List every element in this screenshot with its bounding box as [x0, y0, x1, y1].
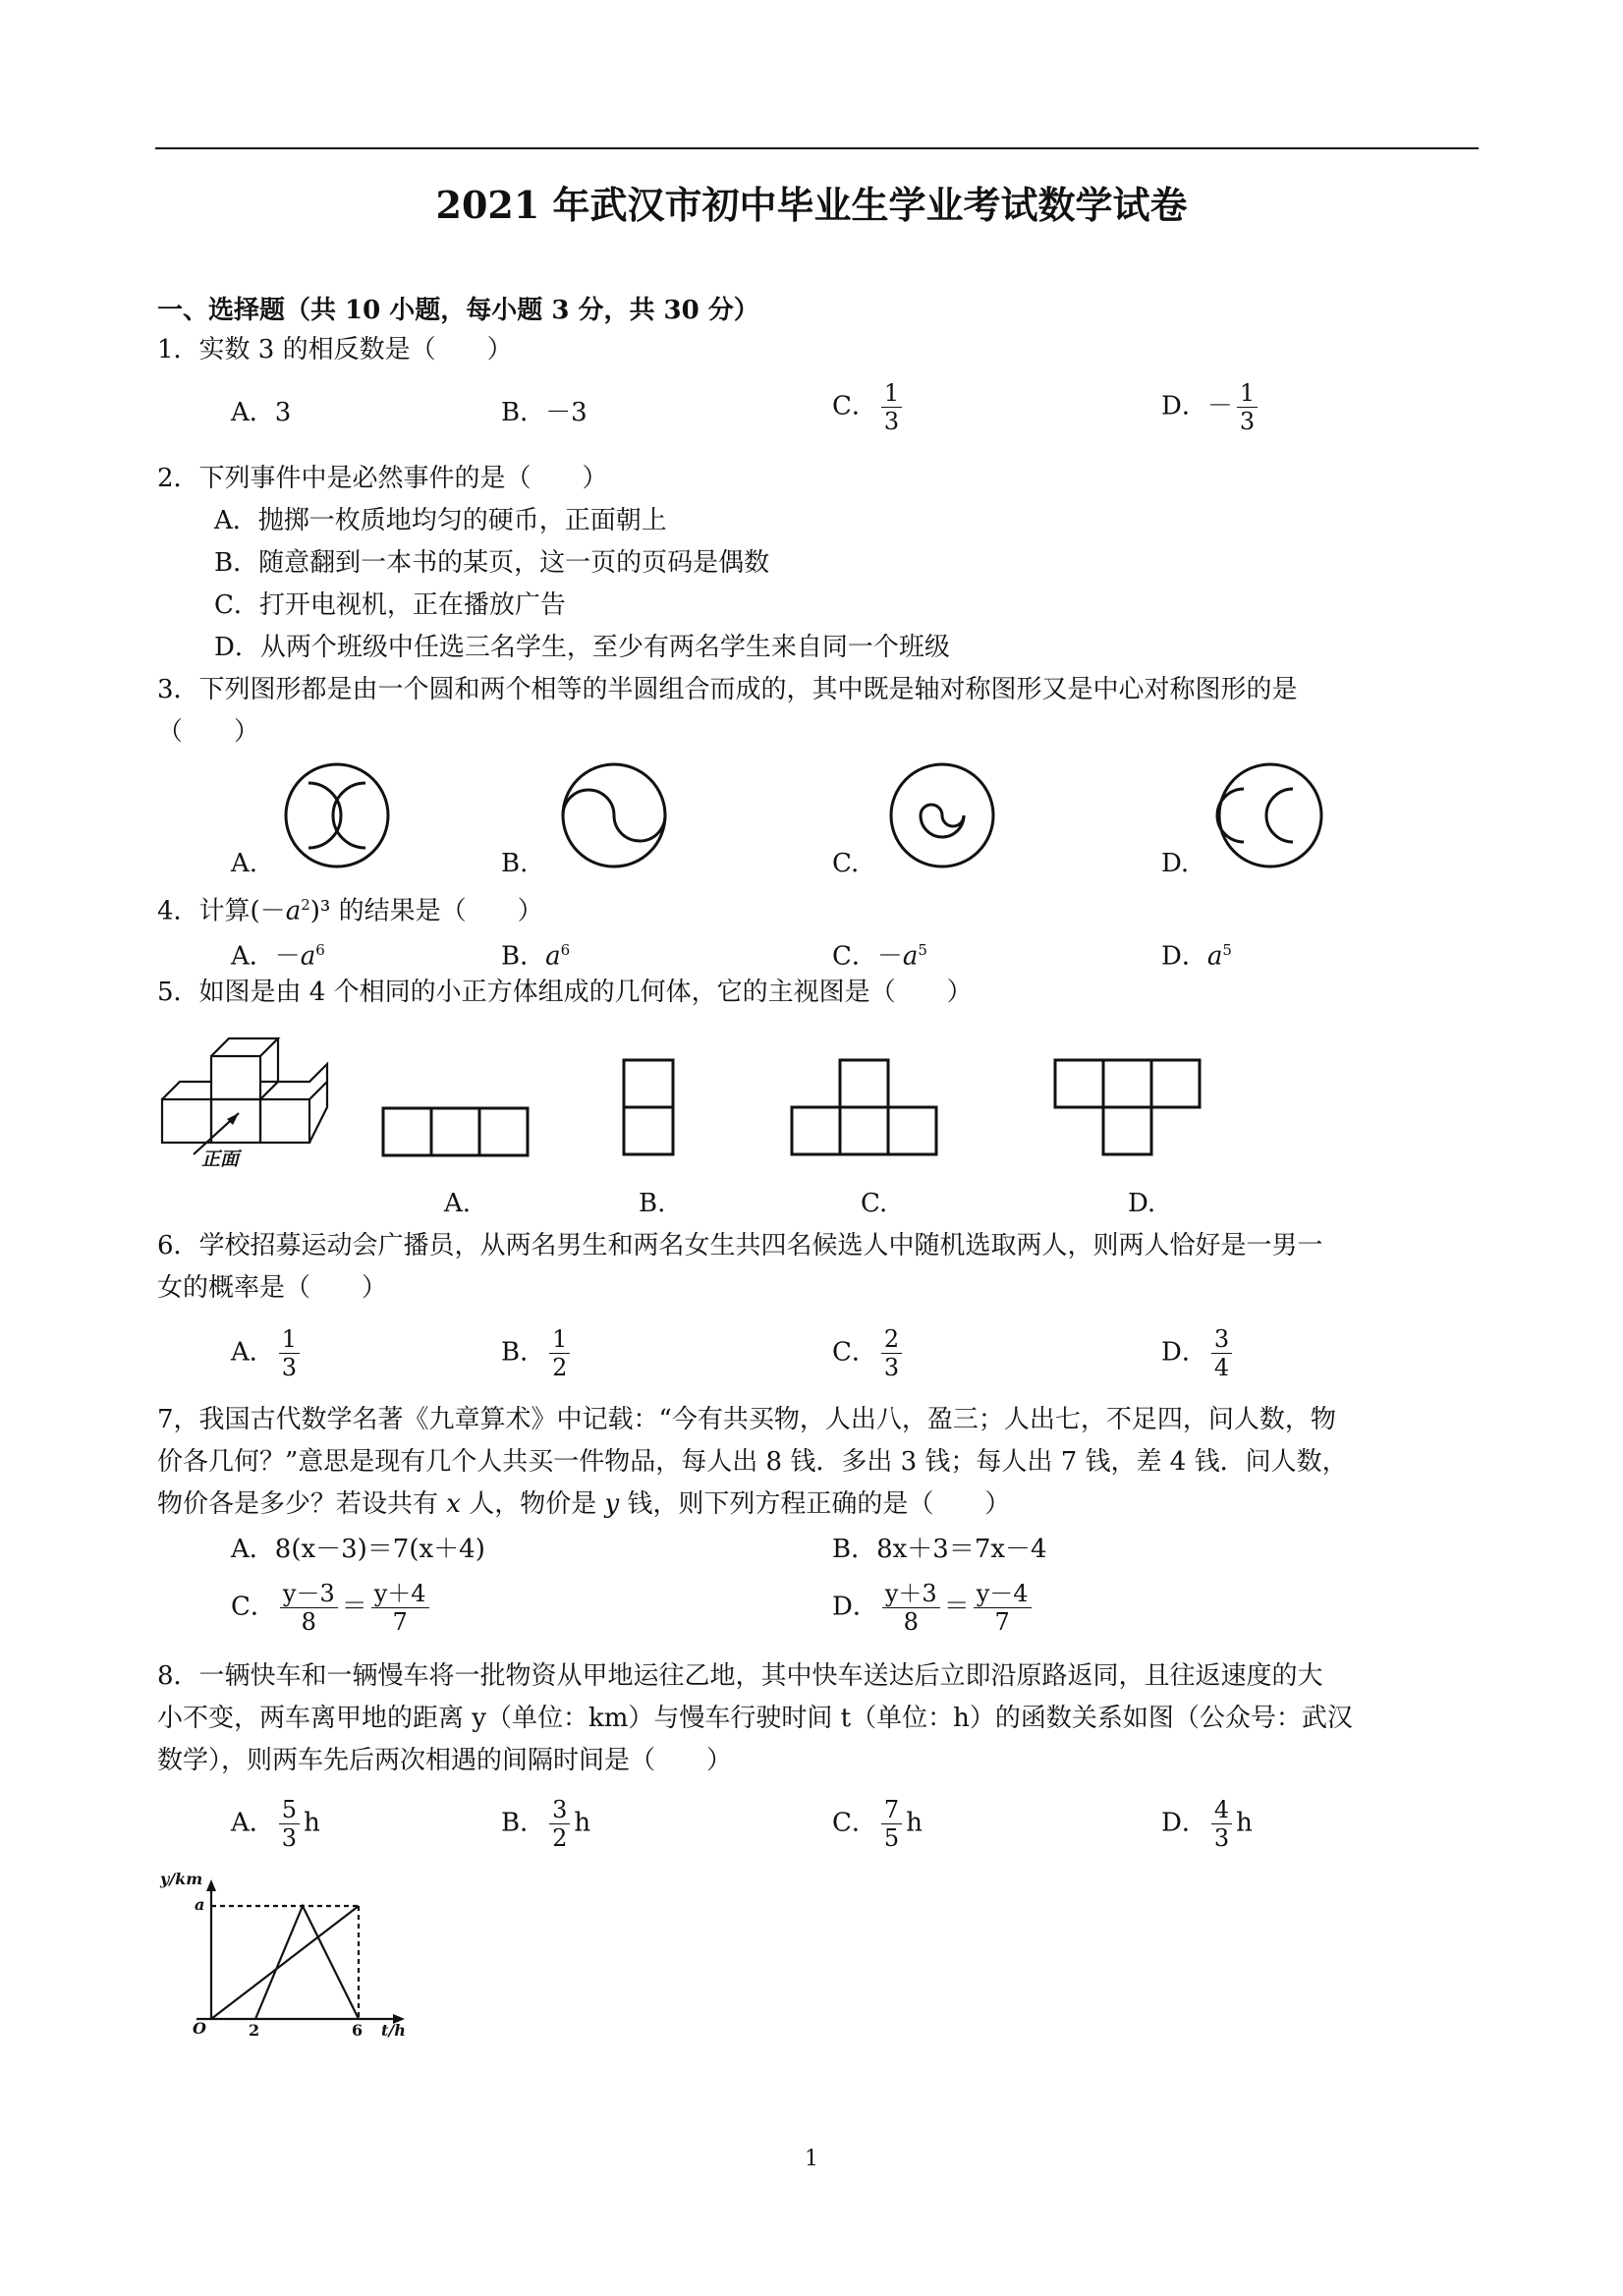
q4-option-c: C．$-a^5$: [832, 941, 927, 972]
q5-stem: 5．如图是由 4 个相同的小正方体组成的几何体，它的主视图是（ ）: [157, 978, 973, 1007]
q8-option-c: C． $\frac{7}{5}$ h: [832, 1796, 923, 1852]
q4-stem: 4．计算$(-a^2)^3$ 的结果是（ ）: [157, 896, 543, 926]
q7-option-a: A．8(x－3)＝7(x＋4): [231, 1535, 485, 1564]
q8-graph-tick-6: 6: [352, 2021, 364, 2040]
q3-figure-c: [888, 761, 996, 869]
q7-stem-line1: 7，我国古代数学名著《九章算术》中记载：“今有共买物，人出八，盈三；人出七，不足四，问人数，物: [157, 1405, 1336, 1434]
q5-label-b: B.: [639, 1189, 666, 1218]
q5-option-c-figure: [790, 1058, 939, 1157]
q8-option-d: D． $\frac{4}{3}$ h: [1161, 1796, 1253, 1852]
q3-label-a: A.: [231, 849, 258, 878]
q6-stem-line1: 6．学校招募运动会广播员，从两名男生和两名女生共四名候选人中随机选取两人，则两人恰好是一男一: [157, 1231, 1323, 1260]
q8-graph-a-label: a: [195, 1895, 205, 1914]
q5-label-c: C.: [861, 1189, 888, 1218]
page-title: 2021 年武汉市初中毕业生学业考试数学试卷: [435, 183, 1188, 227]
q1-option-a: A．3: [231, 398, 292, 427]
q4-option-b: B．$a^6$: [501, 941, 571, 972]
q5-front-label: 正面: [201, 1148, 240, 1170]
q2-option-a: A．抛掷一枚质地均匀的硬币，正面朝上: [214, 506, 667, 535]
q3-stem-line1: 3．下列图形都是由一个圆和两个相等的半圆组合而成的，其中既是轴对称图形又是中心对称图形的是: [157, 675, 1298, 704]
q3-figure-b: [560, 761, 668, 869]
q2-option-b: B．随意翻到一本书的某页，这一页的页码是偶数: [214, 548, 770, 578]
q7-option-c: C． $\frac{y-3}{8}$ ＝ $\frac{y+4}{7}$: [231, 1580, 433, 1636]
top-rule: [155, 147, 1479, 149]
q3-label-d: D.: [1161, 849, 1190, 878]
q8-graph-ylabel: y/km: [160, 1870, 203, 1888]
q3-figure-d: [1216, 761, 1324, 869]
q8-graph-origin: O: [193, 2019, 206, 2038]
q3-label-b: B.: [501, 849, 529, 878]
q7-option-d: D． $\frac{y+3}{8}$ ＝ $\frac{y-4}{7}$: [832, 1580, 1035, 1636]
q8-graph-xlabel: t/h: [381, 2021, 406, 2040]
page-number: 1: [805, 2147, 818, 2171]
q3-stem-line2: （ ）: [157, 717, 260, 747]
q6-option-c: C． $\frac{2}{3}$: [832, 1325, 906, 1381]
q5-option-b-figure: [622, 1058, 677, 1157]
q2-option-c: C．打开电视机，正在播放广告: [214, 590, 566, 620]
q7-option-b: B．8x＋3＝7x－4: [832, 1535, 1047, 1564]
q2-option-d: D．从两个班级中任选三名学生，至少有两名学生来自同一个班级: [214, 633, 950, 662]
q4-option-d: D．$a^5$: [1161, 941, 1232, 972]
q1-option-c: C． $\frac{1}{3}$: [832, 379, 906, 435]
q5-option-d-figure: [1053, 1058, 1203, 1157]
q5-label-d: D.: [1128, 1189, 1156, 1218]
q5-label-a: A.: [444, 1189, 472, 1218]
q6-stem-line2: 女的概率是（ ）: [157, 1273, 388, 1303]
q7-stem-line3: 物价各是多少？若设共有 x 人，物价是 y 钱，则下列方程正确的是（ ）: [157, 1489, 1011, 1519]
q8-stem-line1: 8．一辆快车和一辆慢车将一批物资从甲地运往乙地，其中快车送达后立即沿原路返同，且往返速度的大: [157, 1661, 1323, 1691]
q6-option-b: B． $\frac{1}{2}$: [501, 1325, 574, 1381]
q1-option-d: D．－ $\frac{1}{3}$: [1161, 379, 1261, 435]
q6-option-d: D． $\frac{3}{4}$: [1161, 1325, 1236, 1381]
q6-option-a: A． $\frac{1}{3}$: [231, 1325, 304, 1381]
q5-option-a-figure: [381, 1106, 531, 1157]
q4-option-a: A．$-a^6$: [231, 941, 325, 972]
q2-stem: 2．下列事件中是必然事件的是（ ）: [157, 464, 608, 493]
q3-figure-a: [283, 761, 391, 869]
q8-stem-line2: 小不变，两车离甲地的距离 y（单位：km）与慢车行驶时间 t（单位：h）的函数关系如图（公众号：武汉: [157, 1704, 1353, 1733]
q8-option-a: A． $\frac{5}{3}$ h: [231, 1796, 320, 1852]
q8-option-b: B． $\frac{3}{2}$ h: [501, 1796, 591, 1852]
q8-stem-line3: 数学），则两车先后两次相遇的间隔时间是（ ）: [157, 1746, 733, 1775]
q7-stem-line2: 价各几何？”意思是现有几个人共买一件物品，每人出 8 钱．多出 3 钱；每人出 7 钱，差 4 钱．问人数，: [157, 1447, 1348, 1477]
section-heading: 一、选择题（共 10 小题，每小题 3 分，共 30 分）: [157, 296, 759, 325]
q1-option-b: B．－3: [501, 398, 588, 427]
q1-stem: 1．实数 3 的相反数是（ ）: [157, 335, 513, 364]
q5-solid-figure: [162, 1036, 334, 1174]
q8-graph-tick-2: 2: [249, 2021, 260, 2040]
q3-label-c: C.: [832, 849, 860, 878]
